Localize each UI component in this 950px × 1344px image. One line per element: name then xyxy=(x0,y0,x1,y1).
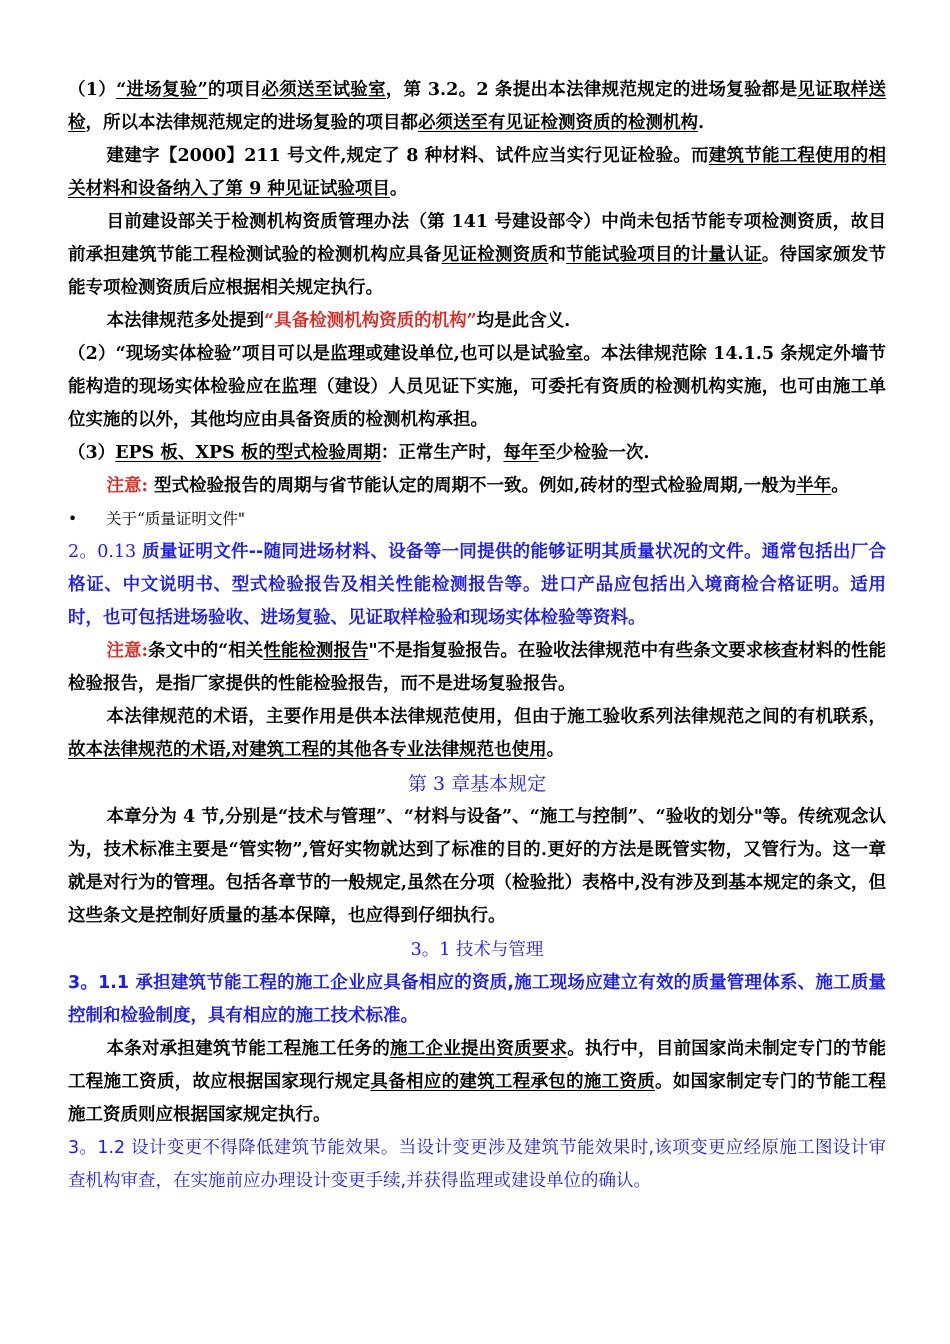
underlined-text: 施工企业提出资质要求 xyxy=(390,1039,568,1059)
paragraph-terminology xyxy=(68,701,886,767)
underlined-text: 见证取样送检 xyxy=(68,80,887,133)
paragraph-testing-qualification xyxy=(68,206,886,305)
paragraph-chapter-intro xyxy=(68,801,886,933)
paragraph-note-period xyxy=(68,470,886,503)
text-run: 条文中的“相关 xyxy=(148,641,264,661)
underlined-text: 每年 xyxy=(503,443,539,463)
text-run: 。 xyxy=(831,476,849,496)
text-run: （3） xyxy=(68,443,116,463)
underlined-text: 见证检测资质 xyxy=(441,245,549,265)
underlined-text: 具备相应的建筑工程承包的施工资质 xyxy=(370,1072,656,1092)
clause-number: 2。0.13 xyxy=(68,542,143,562)
bullet-text: 关于“质量证明文件" xyxy=(106,510,246,528)
text-run: 的项目 xyxy=(207,80,262,100)
underlined-text: 必须送至有见证检测资质的检测机构 xyxy=(418,113,698,133)
underlined-text: 故本法律规范的术语,对建筑工程的其他各专业法律规范也使用 xyxy=(68,740,547,760)
underlined-text: 性能检测报告 xyxy=(263,641,369,661)
paragraph-incoming-recheck xyxy=(68,74,886,140)
text-run: ，所以本法律规范规定的进场复验的项目都 xyxy=(85,113,418,133)
chapter-heading: 第 3 章基本规定 xyxy=(407,773,547,795)
text-run: . xyxy=(698,113,705,133)
text-run: "不是指复验报告。在验收法律规范中有些条文要求核查材料的性能检验报告，是指厂家提供的性能检验报告，而不是进场复验报告。 xyxy=(68,641,887,694)
note-label: 注意: xyxy=(106,476,148,496)
bullet-item xyxy=(68,503,886,536)
underlined-text: EPS 板、XPS 板的型式检验周期 xyxy=(115,443,381,463)
bullet-dot: • xyxy=(68,510,78,528)
text-run: 本法律规范多处提到 xyxy=(106,311,264,331)
text-run: （2）“现场实体检验”项目可以是监理或建设单位,也可以是试验室。本法律规范除 14.1.5 条规定外墙节能构造的现场实体检验应在监理（建设）人员见证下实施，可委托有资质的检测机构实施，也可由施工单位实施的以外，其他均应由具备资质的检测机构承担。 xyxy=(68,344,886,430)
clause-number: 3。1.2 xyxy=(68,1138,132,1158)
text-run: 建建字【2000】211 号文件,规定了 8 种材料、试件应当实行见证检验。而 xyxy=(106,146,709,166)
red-highlight-text: “具备检测机构资质的机构” xyxy=(264,311,477,331)
text-run: 。 xyxy=(546,740,565,760)
paragraph-onsite-inspection xyxy=(68,338,886,437)
paragraph-construction-qualification xyxy=(68,1033,886,1132)
clause-3-1-2 xyxy=(68,1132,886,1198)
text-run: 。 xyxy=(389,179,408,199)
note-label: 注意: xyxy=(106,641,149,661)
clause-2-0-13 xyxy=(68,536,886,635)
document-page xyxy=(68,74,886,1198)
clause-number: 3。1.1 xyxy=(68,973,136,993)
text-run: 至少检验一次. xyxy=(538,443,650,463)
text-run: 。执行中，目前国家尚未制定专门的节能工程施工资质，故应根据国家现行规定 xyxy=(68,1039,887,1092)
text-run: 本章分为 4 节,分别是“技术与管理”、“材料与设备”、“施工与控制”、“验收的划分"等。传统观念认为，技术标准主要是“管实物”,管好实物就达到了标准的目的.更好的方法是既管实物，又管行为。这一章就是对行为的管理。包括各章节的一般规定,虽然在分项（检验批）表格中,没有涉及到基本规定的条文，但这些条文是控制好质量的基本保障，也应得到仔细执行。 xyxy=(68,807,886,926)
text-run: 目前建设部关于检测机构资质管理办法（第 141 号建设部令）中尚未包括节能专项检测资质，故目前承担建筑节能工程检测试验的检测机构应具备 xyxy=(68,212,886,265)
paragraph-witness-inspection xyxy=(68,140,886,206)
clause-3-1-1 xyxy=(68,967,886,1033)
text-run: 。待国家颁发节能专项检测资质后应根据相关规定执行。 xyxy=(68,245,887,298)
underlined-text: “进场复验” xyxy=(116,80,208,100)
paragraph-type-inspection-period xyxy=(68,437,886,470)
underlined-text: 建筑节能工程使用的相关材料和设备纳入了第 9 种见证试验项目 xyxy=(68,146,887,199)
text-run: 和 xyxy=(548,245,567,265)
underlined-text: 节能试验项目的计量认证 xyxy=(566,245,762,265)
section-heading: 3。1 技术与管理 xyxy=(410,940,544,960)
text-run: 本法律规范的术语，主要作用是供本法律规范使用，但由于施工验收系列法律规范之间的有机联系， xyxy=(106,707,886,727)
text-run: （1） xyxy=(68,80,117,100)
paragraph-qualified-agency xyxy=(68,305,886,338)
clause-text: 设计变更不得降低建筑节能效果。当设计变更涉及建筑节能效果时,该项变更应经原施工图设计审查机构审查，在实施前应办理设计变更手续,并获得监理或建设单位的确认。 xyxy=(68,1138,887,1191)
text-run: 。如国家制定专门的节能工程施工资质则应根据国家规定执行。 xyxy=(68,1072,887,1125)
clause-text: 质量证明文件--随同进场材料、设备等一同提供的能够证明其质量状况的文件。通常包括出厂合格证、中文说明书、型式检验报告及相关性能检测报告等。进口产品应包括出入境商检合格证明。适用时，也可包括进场验收、进场复验、见证取样检验和现场实体检验等资料。 xyxy=(68,542,886,628)
text-run: 均是此含义. xyxy=(476,311,571,331)
text-run: 型式检验报告的周期与省节能认定的周期不一致。例如,砖材的型式检验周期,一般为 xyxy=(147,476,797,496)
text-run: ：正常生产时， xyxy=(380,443,504,463)
clause-text: 承担建筑节能工程的施工企业应具备相应的资质,施工现场应建立有效的质量管理体系、施工质量控制和检验制度，具有相应的施工技术标准。 xyxy=(68,973,886,1026)
text-run: 本条对承担建筑节能工程施工任务的 xyxy=(106,1039,391,1059)
paragraph-note-report xyxy=(68,635,886,701)
underlined-text: 必须送至试验室 xyxy=(261,80,386,100)
underlined-text: 半年 xyxy=(796,476,832,496)
text-run: ，第 3.2。2 条提出本法律规范规定的进场复验都是 xyxy=(385,80,798,100)
